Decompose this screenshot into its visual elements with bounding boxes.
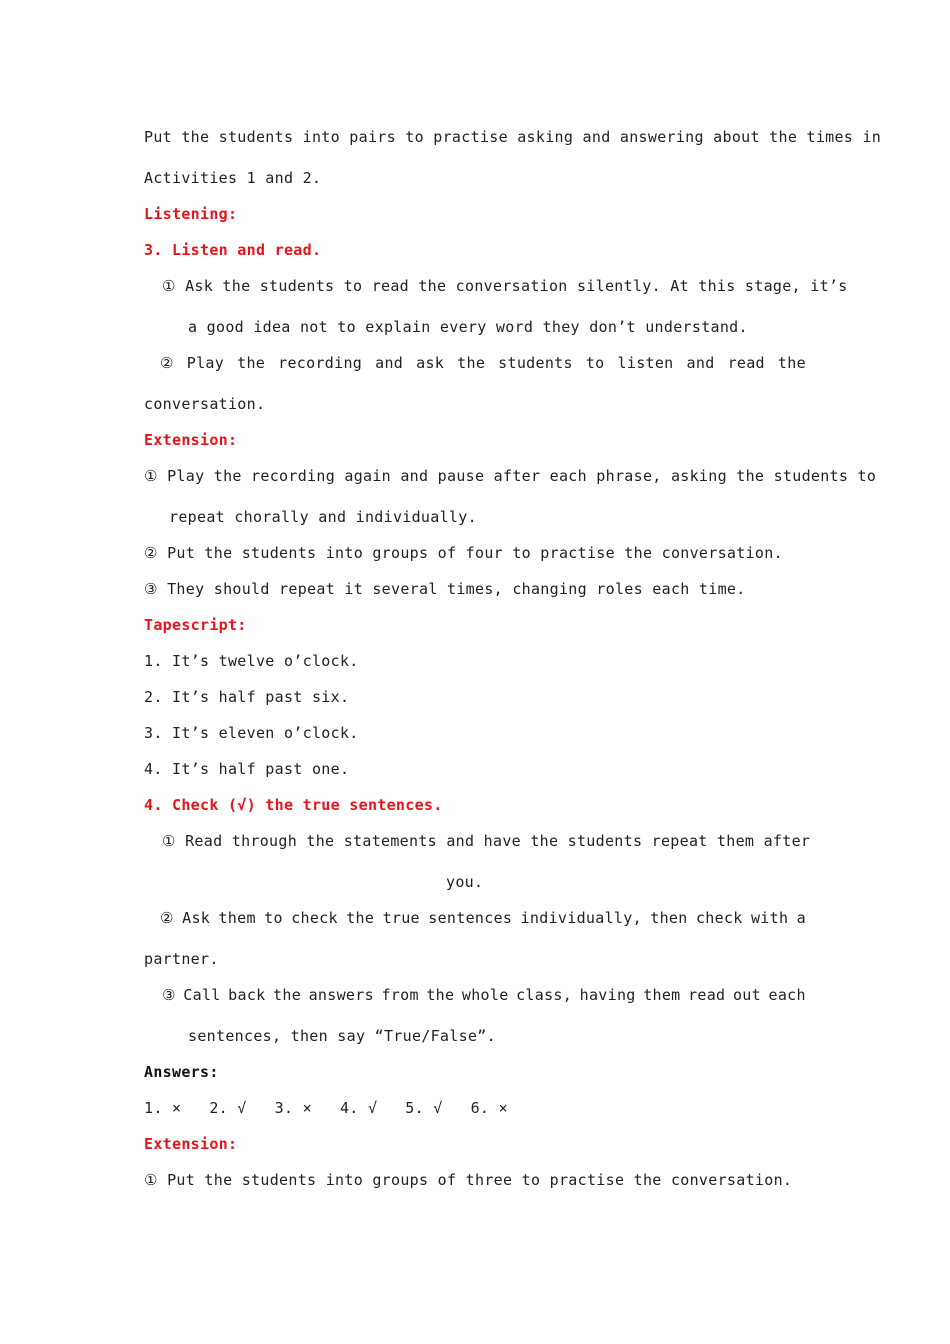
- check-step-3: [162, 985, 806, 1005]
- check-step-3-cont: sentences, then say “True/False”.: [188, 1027, 496, 1045]
- word: the: [237, 354, 266, 372]
- listen-read-step-2-cont: conversation.: [144, 395, 266, 413]
- word: recording: [278, 354, 363, 372]
- heading-answers: Answers:: [144, 1063, 219, 1081]
- word: to: [264, 909, 283, 927]
- word: the: [426, 986, 455, 1004]
- word: the: [777, 354, 806, 372]
- word: out: [732, 986, 761, 1004]
- word: individually,: [520, 909, 642, 927]
- word: class,: [516, 986, 573, 1004]
- extension-1-step-1: ① Play the recording again and pause after each phrase, asking the students to: [144, 467, 877, 485]
- check-step-1: ① Read through the statements and have the students repeat them after: [162, 832, 811, 850]
- tapescript-line: 2. It’s half past six.: [144, 688, 350, 706]
- word: true: [382, 909, 420, 927]
- check-step-2-cont: partner.: [144, 950, 219, 968]
- intro-line-1: Put the students into pairs to practise asking and answering about the times in: [144, 128, 882, 146]
- heading-check-true-sentences: 4. Check (√) the true sentences.: [144, 796, 443, 814]
- answers-line: 1. × 2. √ 3. × 4. √ 5. √ 6. ×: [144, 1099, 508, 1117]
- tapescript-line: 4. It’s half past one.: [144, 760, 350, 778]
- word: with: [750, 909, 789, 927]
- listen-read-step-1-cont: a good idea not to explain every word they don’t understand.: [188, 318, 748, 336]
- check-step-1-cont: you.: [446, 873, 484, 891]
- heading-extension-1: Extension:: [144, 431, 238, 449]
- word: a: [796, 909, 806, 927]
- word: the: [457, 354, 486, 372]
- word: ③: [162, 986, 176, 1004]
- word: answers: [308, 986, 374, 1004]
- word: the: [273, 986, 302, 1004]
- word: ②: [160, 909, 174, 927]
- word: them: [218, 909, 256, 927]
- extension-2-step-1: ① Put the students into groups of three to practise the conversation.: [144, 1171, 793, 1189]
- heading-listening: Listening:: [144, 205, 238, 223]
- word: read: [727, 354, 765, 372]
- word: having: [579, 986, 636, 1004]
- word: sentences: [428, 909, 513, 927]
- word: Play: [186, 354, 225, 372]
- word: Ask: [182, 909, 211, 927]
- check-step-2: [160, 908, 806, 928]
- word: Call: [183, 986, 221, 1004]
- word: students: [498, 354, 573, 372]
- word: to: [585, 354, 605, 372]
- heading-listen-and-read: 3. Listen and read.: [144, 241, 322, 259]
- word: whole: [461, 986, 509, 1004]
- heading-tapescript: Tapescript:: [144, 616, 247, 634]
- word: back: [228, 986, 266, 1004]
- word: read: [688, 986, 726, 1004]
- tapescript-line: 3. It’s eleven o’clock.: [144, 724, 359, 742]
- heading-extension-2: Extension:: [144, 1135, 238, 1153]
- word: check: [695, 909, 743, 927]
- extension-1-step-2: ② Put the students into groups of four to practise the conversation.: [144, 544, 783, 562]
- word: then: [650, 909, 688, 927]
- word: them: [643, 986, 681, 1004]
- word: check: [291, 909, 338, 927]
- word: the: [346, 909, 375, 927]
- word: ②: [160, 354, 174, 372]
- word: and: [686, 354, 715, 372]
- word: from: [381, 986, 419, 1004]
- tapescript-line: 1. It’s twelve o’clock.: [144, 652, 359, 670]
- extension-1-step-3: ③ They should repeat it several times, changing roles each time.: [144, 580, 746, 598]
- word: ask: [416, 354, 445, 372]
- word: each: [768, 986, 806, 1004]
- extension-1-step-1-cont: repeat chorally and individually.: [169, 508, 477, 526]
- listen-read-step-2: [160, 353, 806, 373]
- word: listen: [617, 354, 674, 372]
- listen-read-step-1: ① Ask the students to read the conversation silently. At this stage, it’s: [162, 277, 848, 295]
- word: and: [375, 354, 404, 372]
- intro-line-2: Activities 1 and 2.: [144, 169, 322, 187]
